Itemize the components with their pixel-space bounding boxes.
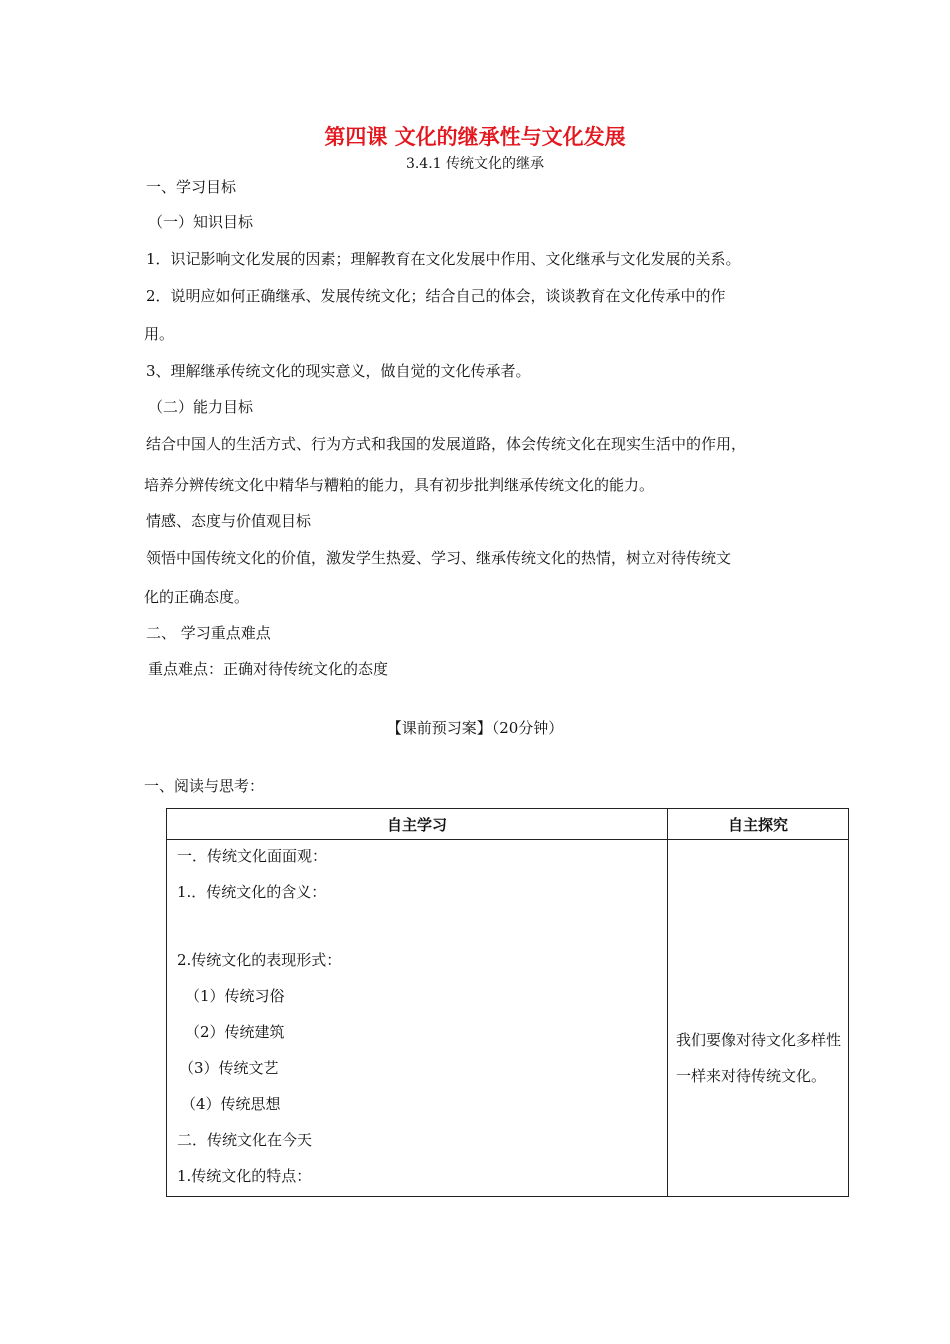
read-and-think-heading: 一、阅读与思考： (144, 777, 265, 795)
explore-text: 我们要像对待文化多样性一样来对待传统文化。 (676, 1031, 842, 1085)
emotion-goals-heading: 情感、态度与价值观目标 (146, 512, 312, 530)
knowledge-goal-1: 1．识记影响文化发展的因素；理解教育在文化发展中作用、文化继承与文化发展的关系。 (146, 250, 741, 268)
header-self-explore: 自主探究 (668, 809, 849, 840)
knowledge-goal-3: 3、理解继承传统文化的现实意义，做自觉的文化传承者。 (146, 362, 531, 380)
study-table (166, 808, 849, 1197)
knowledge-goal-2-cont: 用。 (144, 325, 175, 343)
study-line-4: （1）传统习俗 (185, 987, 285, 1005)
study-line-2: 1.．传统文化的含义： (177, 883, 327, 901)
lesson-subtitle: 3.4.1 传统文化的继承 (405, 156, 545, 172)
section-learning-goals: 一、学习目标 (146, 178, 237, 196)
section-key-points: 二、 学习重点难点 (146, 624, 271, 642)
emotion-goal-text: 领悟中国传统文化的价值，激发学生热爱、学习、继承传统文化的热情，树立对待传统文 (146, 549, 732, 567)
knowledge-goal-2: 2．说明应如何正确继承、发展传统文化；结合自己的体会，谈谈教育在文化传承中的作 (146, 287, 726, 305)
study-line-5: （2）传统建筑 (185, 1023, 285, 1041)
key-points-text: 重点难点：正确对待传统文化的态度 (148, 660, 389, 678)
lesson-title: 第四课 文化的继承性与文化发展 (324, 125, 626, 149)
study-line-6: （3）传统文艺 (179, 1059, 279, 1077)
study-line-3: 2.传统文化的表现形式： (177, 951, 342, 969)
ability-goal-text: 结合中国人的生活方式、行为方式和我国的发展道路，体会传统文化在现实生活中的作用， (146, 435, 747, 453)
header-self-study: 自主学习 (167, 809, 668, 840)
table-row (167, 840, 849, 1197)
preview-heading: 【课前预习案】（20分钟） (386, 719, 564, 737)
ability-goal-text-cont: 培养分辨传统文化中精华与糟粕的能力，具有初步批判继承传统文化的能力。 (144, 476, 655, 494)
table-header-row (167, 809, 849, 840)
study-line-8: 二．传统文化在今天 (177, 1131, 313, 1149)
emotion-goal-text-cont: 化的正确态度。 (144, 588, 250, 606)
study-line-7: （4）传统思想 (181, 1095, 281, 1113)
self-study-cell (167, 840, 668, 1197)
ability-goals-heading: （二）能力目标 (148, 398, 254, 416)
knowledge-goals-heading: （一）知识目标 (148, 213, 254, 231)
study-line-1: 一．传统文化面面观： (177, 847, 328, 865)
self-explore-cell (668, 840, 849, 1197)
study-line-9: 1.传统文化的特点： (177, 1167, 312, 1185)
